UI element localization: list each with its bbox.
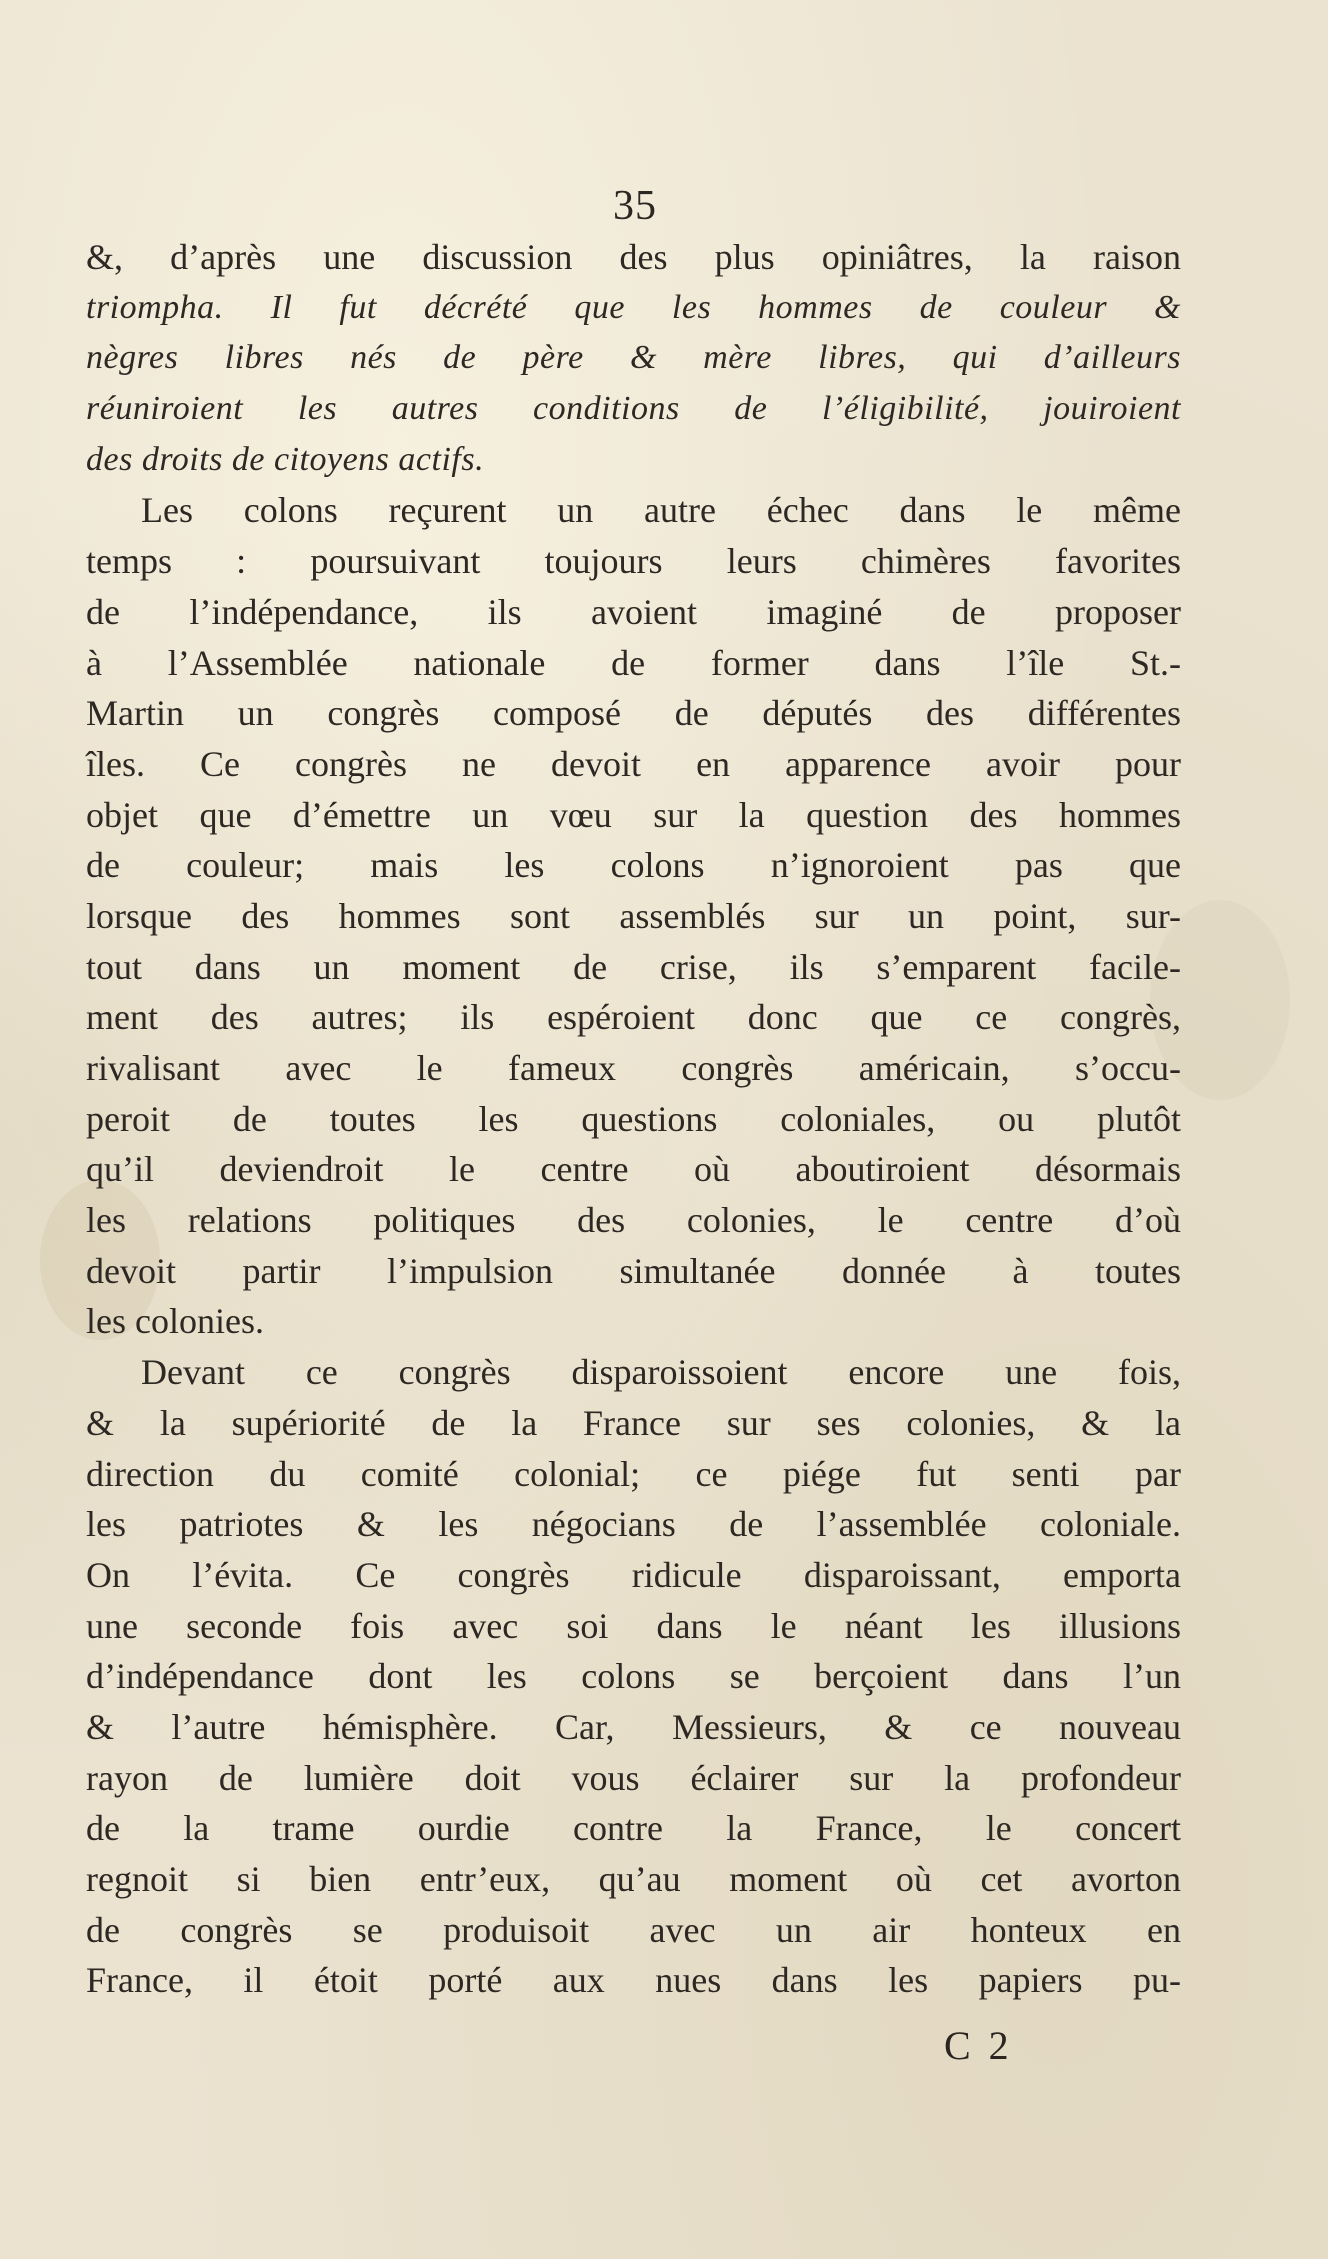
text-line: peroit de toutes les questions coloniales, ou plutôt [86,1098,1181,1139]
text-line: tout dans un moment de crise, ils s’emparent facile- [86,946,1181,987]
text-line: qu’il deviendroit le centre où aboutiroient désormais [86,1149,1181,1190]
text-line: d’indépendance dont les colons se berçoient dans l’un [86,1656,1181,1697]
paragraph-start-line: Les colons reçurent un autre échec dans le même [141,490,1181,531]
text-line: des droits de citoyens actifs. [86,440,485,478]
text-line: On l’évita. Ce congrès ridicule disparoissant, emporta [86,1554,1181,1595]
text-line: lorsque des hommes sont assemblés sur un point, sur- [86,895,1181,936]
text-line: temps : poursuivant toujours leurs chimères favorites [86,541,1181,582]
text-line: ment des autres; ils espéroient donc que ce congrès, [86,997,1181,1038]
text-line: les relations politiques des colonies, le centre d’où [86,1200,1181,1241]
text-line: & la supériorité de la France sur ses colonies, & la [86,1402,1181,1443]
text-line: de couleur; mais les colons n’ignoroient pas que [86,845,1181,886]
text-line: &, d’après une discussion des plus opiniâtres, la raison [86,237,1181,277]
text-line: de la trame ourdie contre la France, le concert [86,1808,1181,1849]
text-line: & l’autre hémisphère. Car, Messieurs, & ce nouveau [86,1706,1181,1747]
text-line: îles. Ce congrès ne devoit en apparence avoir pour [86,743,1181,784]
text-line: Martin un congrès composé de députés des différentes [86,693,1181,734]
paragraph-start-line: Devant ce congrès disparoissoient encore une fois, [141,1352,1181,1393]
text-line: regnoit si bien entr’eux, qu’au moment où cet avorton [86,1859,1181,1899]
text-line: triompha. Il fut décrété que les hommes de couleur & [86,288,1181,326]
text-line: de l’indépendance, ils avoient imaginé de proposer [86,591,1181,632]
text-line: France, il étoit porté aux nues dans les papiers pu- [86,1960,1181,2001]
page-number: 35 [613,183,657,229]
text-line: devoit partir l’impulsion simultanée donnée à toutes [86,1250,1181,1291]
text-line: rayon de lumière doit vous éclairer sur la profondeur [86,1757,1181,1798]
body-text [86,232,1181,2006]
text-line: de congrès se produisoit avec un air honteux en [86,1909,1181,1950]
text-line: une seconde fois avec soi dans le néant les illusions [86,1605,1181,1646]
text-line: objet que d’émettre un vœu sur la question des hommes [86,794,1181,835]
text-line: direction du comité colonial; ce piége fut senti par [86,1453,1181,1494]
text-line: nègres libres nés de père & mère libres, qui d’ailleurs [86,339,1181,377]
signature-mark: C 2 [944,2023,1013,2068]
text-line: les patriotes & les négocians de l’assemblée coloniale. [86,1504,1181,1545]
text-line: à l’Assemblée nationale de former dans l’île St.- [86,642,1181,683]
text-line: rivalisant avec le fameux congrès américain, s’occu- [86,1048,1181,1088]
text-line: les colonies. [86,1301,264,1342]
text-line: réuniroient les autres conditions de l’éligibilité, jouiroient [86,390,1181,428]
